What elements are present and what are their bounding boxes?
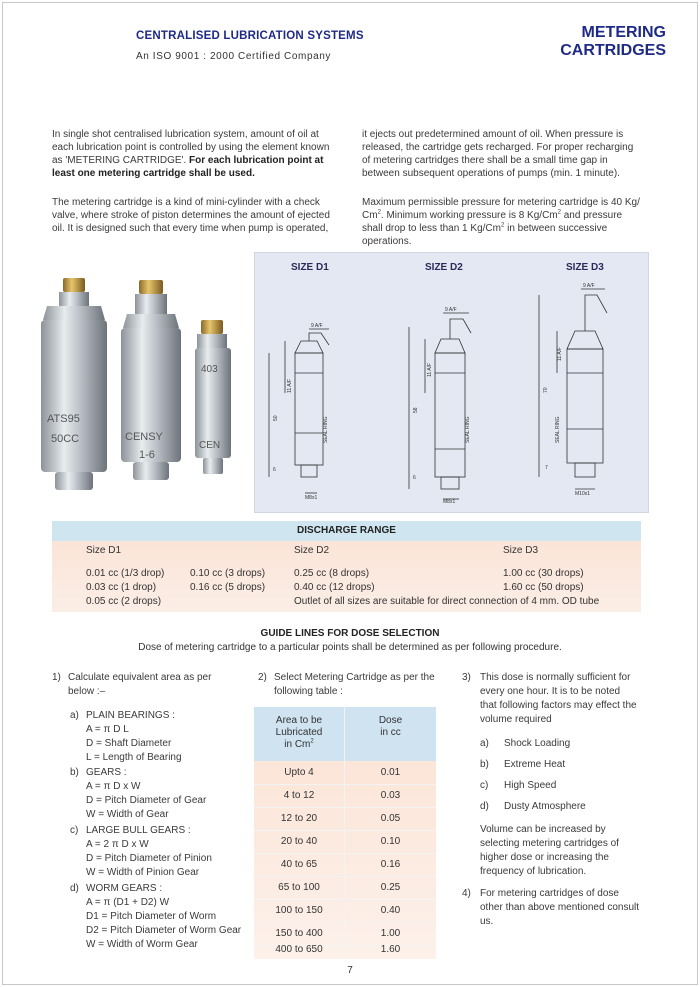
size-d3-heading: Size D3 [503,545,539,556]
d2-af1: 9 A/F [445,307,457,313]
cartridge-3-text-b: CEN [199,440,221,451]
d1-thread: M8x1 [305,495,318,501]
area-cell: Upto 4 [284,767,314,778]
pressure-text-b: . Minimum working pressure is 8 Kg/Cm [380,210,558,221]
step-3-line: This dose is normally sufficient for [480,672,631,683]
d1-value: 0.10 cc (3 drops) [190,568,266,579]
factor-list [480,737,650,821]
item-line: D = Pitch Diameter of Pinion [86,853,212,864]
size-d3-label: SIZE D3 [566,262,604,273]
volume-line: selecting metering cartridges of [480,838,619,849]
d1-length: 50 [273,415,279,421]
d3-thread: M10x1 [575,491,591,497]
d3-length: 70 [543,387,549,393]
step-4-line: us. [480,916,494,927]
factor-label: c) [480,780,489,791]
factor-text: Dusty Atmosphere [504,801,586,812]
d1-seal: SEAL RING [323,416,329,443]
drawing-d3 [539,289,607,489]
item-line: A = π D x W [86,781,141,792]
d1-af1: 9 A/F [311,323,323,329]
d2-length: 58 [413,407,419,413]
item-plain-bearings [70,709,250,765]
d1-six: 6 [273,467,276,473]
header-area-line: Area to be [275,715,323,726]
volume-line: higher dose or increasing the [480,852,609,863]
guide-subtitle: Dose of metering cartridge to a particular points shall be determined as per following procedure. [138,642,562,653]
title-line-2: CARTRIDGES [560,42,666,59]
factor-item [480,779,650,800]
step-4-line: other than above mentioned consult [480,902,639,913]
d2-six: 6 [413,475,416,481]
dose-cell: 0.40 [380,905,401,916]
title-line-1: METERING [581,24,666,41]
discharge-range-header [52,521,641,541]
step-3-line: volume required [480,714,552,725]
header-dose [345,715,436,739]
table-row [254,899,436,923]
page-title [560,24,666,60]
volume-note [480,823,645,879]
drawing-d1 [269,329,329,493]
table-row [254,761,436,785]
size-d2-heading: Size D2 [294,545,330,556]
intro-p1-text: In single shot centralised lubrication system, amount of oil at each lubrication point is controlled by using the element known as 'METERING CARTRIDGE'. [52,129,330,166]
step-2-line: following table : [274,686,343,697]
step-2-number: 2) [258,672,267,683]
area-cell: 4 to 12 [283,790,315,801]
factor-item [480,758,650,779]
cartridges-photo [25,262,257,502]
d3-af1: 9 A/F [583,283,595,289]
dose-cell: 1.60 [380,944,401,955]
item-line: L = Length of Bearing [86,752,182,763]
factor-text: High Speed [504,780,557,791]
volume-line: Volume can be increased by [480,824,606,835]
discharge-range-title: DISCHARGE RANGE [297,525,396,536]
d1-value: 0.03 cc (1 drop) [86,582,157,593]
item-line: W = Width of Pinion Gear [86,867,200,878]
step-3-line: every one hour. It is to be noted [480,686,621,697]
d1-value: 0.16 cc (5 drops) [190,582,266,593]
dose-cell: 0.01 [380,767,401,778]
header-dose-line: in cc [380,727,401,738]
factor-label: d) [480,801,489,812]
item-gears [70,766,250,822]
area-cell: 12 to 20 [280,813,318,824]
item-title: PLAIN BEARINGS : [86,710,175,721]
pressure-text-c: and pressure shall drop to less than 1 Kg/Cm [362,210,623,234]
superscript: 2 [310,738,314,745]
d2-seal: SEAL RING [465,416,471,443]
cartridge-2-text-a: CENSY [125,431,163,443]
item-label: d) [70,883,79,894]
cartridge-small [195,320,231,474]
step-2-line: Select Metering Cartridge as per the [274,672,435,683]
step-4 [462,887,652,929]
factor-item [480,737,650,758]
header-area-line [254,739,344,751]
header-dose-line: Dose [378,715,403,726]
header-area [254,715,344,751]
cartridge-1-text-a: ATS95 [47,413,80,425]
area-cell: 20 to 40 [280,836,318,847]
intro-paragraph-1 [52,128,334,180]
cartridge-3-text-a: 403 [201,364,218,375]
dose-cell: 0.16 [380,859,401,870]
intro-paragraph-4 [362,196,644,248]
d1-value: 0.05 cc (2 drops) [86,596,162,607]
d3-seal: SEAL RING [555,416,561,443]
item-label: c) [70,825,79,836]
superscript: 2 [377,209,381,216]
company-name: CENTRALISED LUBRICATION SYSTEMS [136,30,364,42]
dose-table [254,707,436,959]
step-1-line: Calculate equivalent area as per [68,672,212,683]
factor-text: Extreme Heat [504,759,566,770]
size-d2-label: SIZE D2 [425,262,463,273]
step-1-line: below :– [68,686,106,697]
area-cell: 65 to 100 [278,882,320,893]
table-row [254,807,436,831]
item-line: W = Width of Gear [86,809,169,820]
factor-label: b) [480,759,489,770]
table-row [254,945,436,959]
item-label: b) [70,767,79,778]
cartridge-1-text-b: 50CC [51,433,80,445]
size-d1-label: SIZE D1 [291,262,329,273]
table-row [254,876,436,900]
step-4-number: 4) [462,888,471,899]
table-row [254,830,436,854]
dose-cell: 0.03 [380,790,401,801]
cartridge-2-text-b: 1-6 [139,449,155,461]
iso-certification: An ISO 9001 : 2000 Certified Company [136,51,332,62]
drawing-d2 [409,313,471,499]
item-worm-gears [70,882,250,952]
table-row [254,922,436,946]
intro-paragraph-3: it ejects out predetermined amount of oil. When pressure is released, the cartridge gets recharged. For proper recharging of metering cartridges there shall be a small time gap in between subsequent operations of pumps (min. 1 minute). [362,129,634,179]
d2-af2: 11 A/F [427,362,433,377]
area-cell: 100 to 150 [275,905,323,916]
superscript: 2 [500,222,505,229]
factor-text: Shock Loading [504,738,571,749]
d2-value: 0.40 cc (12 drops) [294,582,375,593]
superscript: 2 [557,209,561,216]
table-row [254,784,436,808]
d1-value: 0.01 cc (1/3 drop) [86,568,165,579]
step-2 [258,671,448,699]
guide-title: GUIDE LINES FOR DOSE SELECTION [260,628,440,639]
item-line: A = π (D1 + D2) W [86,897,170,908]
item-line: D = Pitch Diameter of Gear [86,795,207,806]
dose-cell: 0.25 [380,882,401,893]
d2-value: 0.25 cc (8 drops) [294,568,370,579]
table-row [254,853,436,877]
header-area-line: Lubricated [275,727,323,738]
area-cell: 400 to 650 [275,944,323,955]
item-line: A = π D L [86,724,129,735]
d3-value: 1.60 cc (50 drops) [503,582,584,593]
step-3 [462,671,652,727]
pressure-text-d: in between successive operations. [362,223,608,247]
item-large-bull-gears [70,824,250,880]
step-1 [52,671,242,699]
outlet-note: Outlet of all sizes are suitable for direct connection of 4 mm. OD tube [294,596,600,607]
item-label: a) [70,710,79,721]
intro-paragraph-2: The metering cartridge is a kind of mini-cylinder with a check valve, where stroke of piston determines the amount of ejected oil. It is designed such that every time when pump is operated, [52,197,330,234]
item-line: D = Shaft Diameter [86,738,172,749]
factor-label: a) [480,738,489,749]
cartridge-medium [121,280,181,480]
dose-cell: 0.05 [380,813,401,824]
step-3-line: that following factors may effect the [480,700,637,711]
item-line: D1 = Pitch Diameter of Worm [86,911,217,922]
area-cell: 40 to 65 [280,859,318,870]
item-title: GEARS : [86,767,127,778]
cartridge-large [41,278,107,490]
dose-table-header [254,707,436,761]
item-title: WORM GEARS : [86,883,163,894]
dimension-drawings [254,252,649,513]
d3-af2: 11 A/F [557,346,563,361]
step-3-number: 3) [462,672,471,683]
dimension-drawings-svg [255,253,648,512]
volume-line: frequency of lubrication. [480,866,587,877]
item-title: LARGE BULL GEARS : [86,825,191,836]
step-4-line: For metering cartridges of dose [480,888,619,899]
step-1-number: 1) [52,672,61,683]
size-d1-heading: Size D1 [86,545,122,556]
d2-thread: M8x1 [443,499,456,505]
d1-af2: 11 A/F [287,378,293,393]
intro-p1-bold: For each lubrication point at least one metering cartridge shall be used. [52,155,324,179]
area-cell: 150 to 400 [275,928,323,939]
factor-item [480,800,650,821]
pressure-text-a: Maximum permissible pressure for metering cartridge is 40 Kg/ Cm [362,197,640,221]
header-area-unit: in Cm [284,739,311,750]
d3-six: 7 [545,465,548,471]
dose-cell: 0.10 [380,836,401,847]
dose-cell: 1.00 [380,928,401,939]
item-line: W = Width of Worm Gear [86,939,198,950]
item-line: A = 2 π D x W [86,839,149,850]
discharge-range-body [52,541,641,612]
item-line: D2 = Pitch Diameter of Worm Gear [86,925,242,936]
d3-value: 1.00 cc (30 drops) [503,568,584,579]
page-number: 7 [347,965,353,976]
